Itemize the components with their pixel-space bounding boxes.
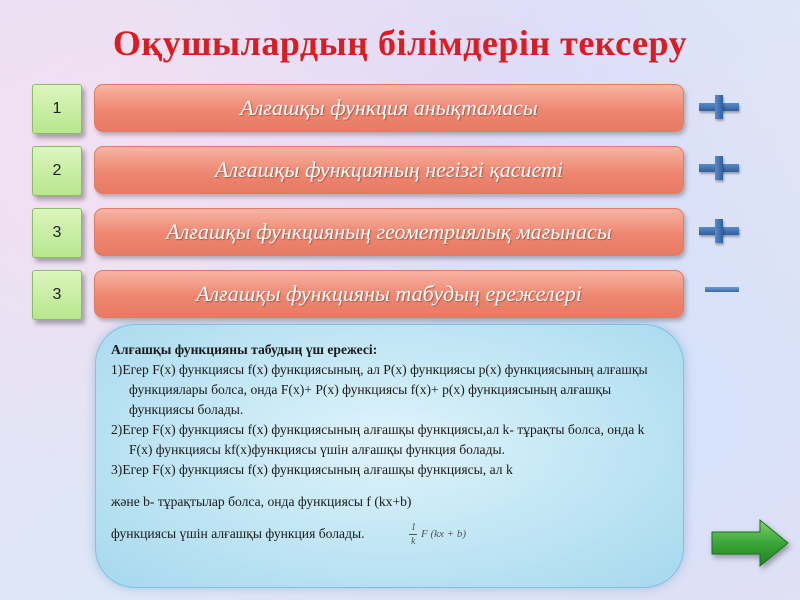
rules-heading: Алғашқы функцияны табудың үш ережесі: [111,342,378,357]
right-arrow-icon[interactable] [710,518,790,568]
item-number-3: 3 [32,208,82,258]
item-number-1: 1 [32,84,82,134]
plus-icon [699,158,739,178]
fraction-line [409,534,417,535]
rule-3-end: функциясы үшін алғашқы функция болады. [111,526,365,541]
plus-icon [699,97,739,117]
page-title: Оқушылардың білімдерін тексеру [112,23,688,63]
rule-1: 1)Егер F(x) функциясы f(x) функциясының, ал P(x) функциясы p(x) функциясының алғашқы функциялары болса, онда F(x)+ P(x) функциясы f(x)+ p(x) функциясының алғашқы функциясы болады. [111,362,648,417]
topic-bar-3[interactable]: Алғашқы функцияның геометриялық мағынасы [94,208,684,256]
rule-2: 2)Егер F(x) функциясы f(x) функциясының алғашқы функциясы,ал k- тұрақты болса, онда k F(x) функциясы kf(x)функциясы үшін алғашқы функция болады. [111,422,645,457]
formula [405,522,495,556]
rule-3-cont: және b- тұрақтылар болса, онда функциясы f (kx+b) [111,494,412,509]
formula-denominator: k [411,536,416,547]
rules-text [111,340,671,544]
plus-icon [699,221,739,241]
rule-3: 3)Егер F(x) функциясы f(x) функциясының алғашқы функциясы, ал k [111,462,513,477]
topic-bar-4[interactable]: Алғашқы функцияны табудың ережелері [94,270,684,318]
topic-bar-1[interactable]: Алғашқы функция анықтамасы [94,84,684,132]
formula-expression: F (kx + b) [421,528,466,540]
item-number-4: 3 [32,270,82,320]
formula-numerator: 1 [411,522,416,533]
item-number-2: 2 [32,146,82,196]
minus-icon [705,287,739,292]
topic-bar-2[interactable]: Алғашқы функцияның негізгі қасиеті [94,146,684,194]
